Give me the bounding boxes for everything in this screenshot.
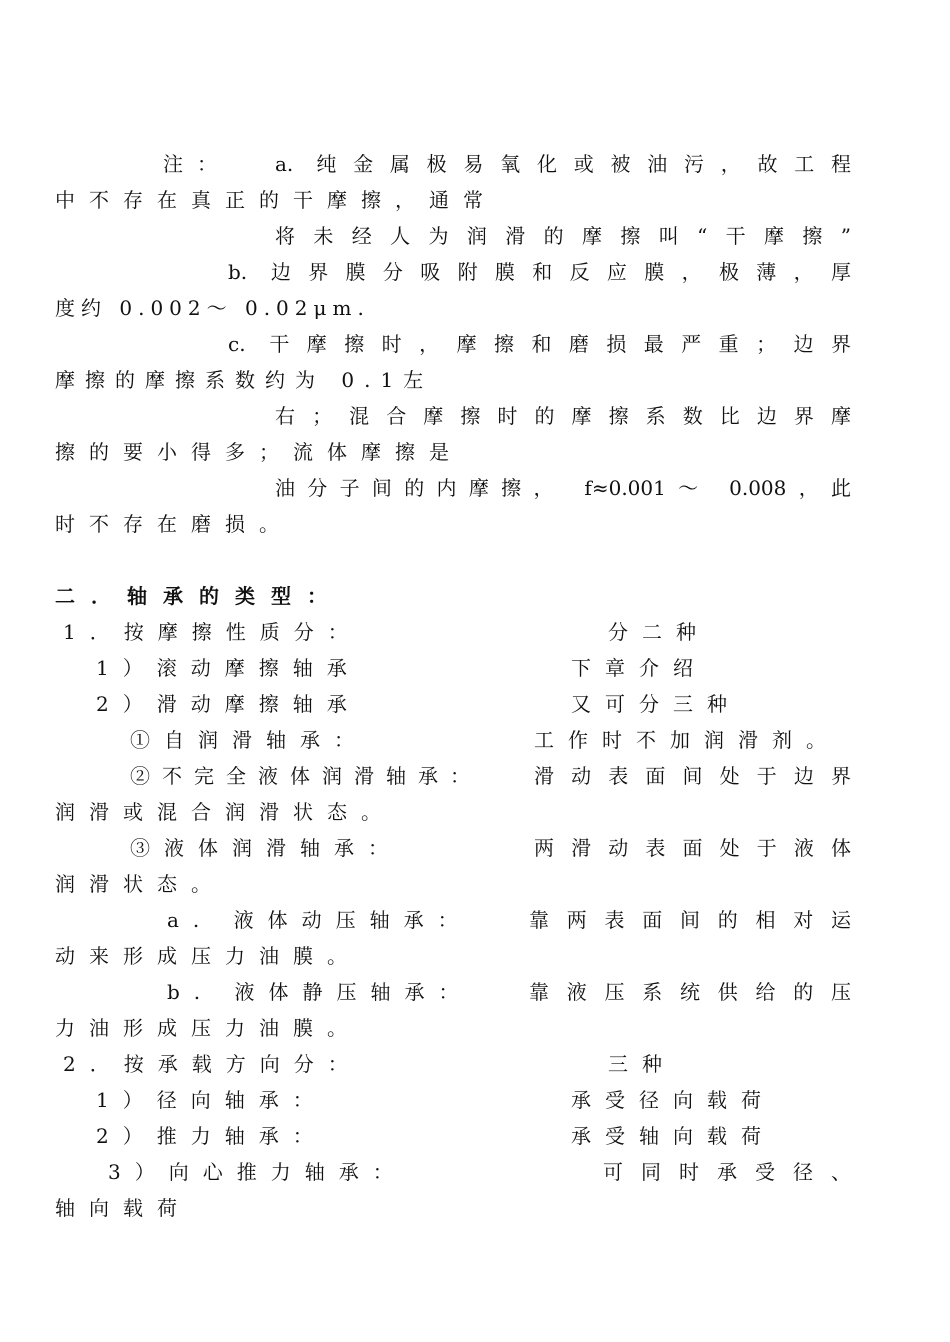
row-incomplete-fluid-desc: 滑动表面间处于边界 — [534, 764, 851, 788]
note-c-line6: 时不存在磨损。 — [55, 512, 293, 536]
note-a-line2: 中不存在真正的干摩擦，通常 — [55, 188, 497, 212]
row-load-direction-count: 三种 — [608, 1052, 676, 1076]
row-friction-count: 分二种 — [608, 620, 710, 644]
row-sliding-bearing: 2）滑动摩擦轴承 — [96, 692, 361, 716]
note-c-line5: 油分子间的内摩擦， f≈0.001～ 0.008，此 — [275, 476, 851, 500]
row-incomplete-fluid-desc-cont: 润滑或混合润滑状态。 — [55, 800, 395, 824]
row-thrust-bearing: 2）推力轴承： — [96, 1124, 327, 1148]
row-fluid-lubricated-desc: 两滑动表面处于液体 — [534, 836, 851, 860]
row-angular-thrust-bearing-desc: 可同时承受径、 — [603, 1160, 851, 1184]
row-fluid-lubricated: ③液体润滑轴承： — [130, 836, 402, 860]
row-rolling-bearing: 1）滚动摩擦轴承 — [96, 656, 361, 680]
note-label: 注： — [163, 152, 231, 176]
note-c-line3: 右；混合摩擦时的摩擦系数比边界摩 — [275, 404, 851, 428]
row-hydrodynamic-desc-cont: 动来形成压力油膜。 — [55, 944, 361, 968]
row-self-lubricating-desc: 工作时不加润滑剂。 — [534, 728, 840, 752]
row-self-lubricating: ①自润滑轴承： — [130, 728, 368, 752]
row-hydrostatic-desc: 靠液压系统供给的压 — [529, 980, 851, 1004]
row-thrust-bearing-desc: 承受轴向载荷 — [571, 1124, 775, 1148]
row-hydrodynamic-desc: 靠两表面间的相对运 — [529, 908, 851, 932]
row-hydrodynamic: a. 液体动压轴承： — [167, 908, 472, 932]
row-fluid-lubricated-desc-cont: 润滑状态。 — [55, 872, 225, 896]
row-hydrostatic: b. 液体静压轴承： — [167, 980, 473, 1004]
row-radial-bearing-desc: 承受径向载荷 — [571, 1088, 775, 1112]
section-title: 二．轴承的类型： — [55, 584, 343, 608]
note-a-line1: a. 纯金属极易氧化或被油污，故工程 — [275, 152, 851, 176]
row-radial-bearing: 1）径向轴承： — [96, 1088, 327, 1112]
row-hydrostatic-desc-cont: 力油形成压力油膜。 — [55, 1016, 361, 1040]
note-c-line1: c. 干摩擦时，摩擦和磨损最严重；边界 — [228, 332, 851, 356]
row-angular-thrust-bearing: 3）向心推力轴承： — [108, 1160, 407, 1184]
note-b-line1: b. 边界膜分吸附膜和反应膜，极薄，厚 — [228, 260, 851, 284]
note-a-line3: 将未经人为润滑的摩擦叫“干摩擦” — [275, 224, 851, 248]
row-angular-thrust-bearing-desc-cont: 轴向载荷 — [55, 1196, 191, 1220]
row-rolling-note: 下章介绍 — [571, 656, 707, 680]
note-c-line2: 摩擦的摩擦系数约为 0.1左 — [55, 368, 434, 392]
note-c-line4: 擦的要小得多；流体摩擦是 — [55, 440, 463, 464]
row-incomplete-fluid: ②不完全液体润滑轴承： — [130, 764, 482, 788]
row-sliding-note: 又可分三种 — [571, 692, 741, 716]
row-friction-heading: 1．按摩擦性质分： — [63, 620, 362, 644]
row-load-direction-heading: 2．按承载方向分： — [63, 1052, 362, 1076]
note-b-line2: 度约 0.002～ 0.02μm. — [55, 296, 370, 320]
